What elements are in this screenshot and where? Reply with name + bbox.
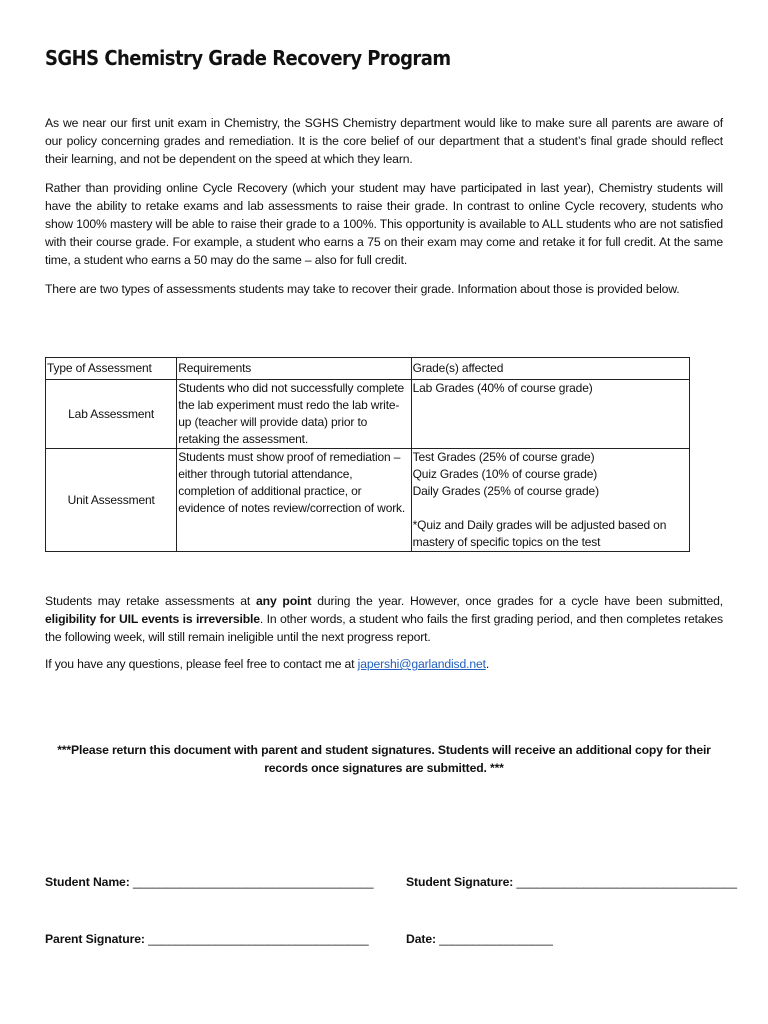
date-label: Date: <box>406 932 436 946</box>
table-cell-requirements: Students who did not successfully complete the lab experiment must redo the lab write-up (teacher will provide data) prior to retaking the assessment. <box>177 380 411 449</box>
table-cell-type: Unit Assessment <box>46 449 177 552</box>
intro-paragraph: As we near our first unit exam in Chemistry, the SGHS Chemistry department would like to make sure all parents are aware of our policy concerning grades and remediation. It is the core belief of our department that a student’s final grade should reflect their learning, and not be dependent on the speed at which they learn. <box>45 116 723 166</box>
table-header-grades: Grade(s) affected <box>411 358 689 380</box>
date-line: _________________ <box>439 932 553 946</box>
contact-paragraph <box>45 655 723 673</box>
parent-signature-line: _________________________________ <box>148 932 369 946</box>
return-notice: ***Please return this document with parent and student signatures. Students will receive an additional copy for their records once signatures are submitted. *** <box>57 743 711 775</box>
table-row <box>46 380 690 449</box>
retake-text-2: during the year. However, once grades for a cycle have been submitted, <box>311 594 723 608</box>
retake-emphasis-uil: eligibility for UIL events is irreversible <box>45 612 260 626</box>
assessment-types-paragraph: There are two types of assessments students may take to recover their grade. Information about those is provided below. <box>45 282 680 296</box>
retake-policy-paragraph: Rather than providing online Cycle Recovery (which your student may have participated in last year), Chemistry students will have the ability to retake exams and lab assessments to raise their grade. In contrast to online Cycle recovery, students who show 100% mastery will be able to raise their grade to a 100%. This opportunity is available to ALL students who are not satisfied with their course grade. For example, a student who earns a 75 on their exam may come and retake it for full credit. At the same time, a student who earns a 50 may do the same – also for full credit. <box>45 181 723 267</box>
student-signature-line: _________________________________ <box>516 875 737 889</box>
grade-note: *Quiz and Daily grades will be adjusted based on mastery of specific topics on the test <box>412 518 667 549</box>
table-header-row <box>46 358 690 380</box>
page-title: SGHS Chemistry Grade Recovery Program <box>45 46 451 70</box>
retake-text-1: Students may retake assessments at <box>45 594 257 608</box>
student-name-label: Student Name: <box>45 875 130 889</box>
table-cell-grades <box>411 449 689 552</box>
student-signature-field[interactable] <box>406 875 737 889</box>
contact-text: If you have any questions, please feel free to contact me at <box>45 657 358 671</box>
retake-emphasis-any-point: any point <box>256 594 312 608</box>
table-cell-type: Lab Assessment <box>46 380 177 449</box>
retake-timing-paragraph <box>45 592 723 646</box>
grade-item: Quiz Grades (10% of course grade) <box>412 467 598 481</box>
grade-item: Daily Grades (25% of course grade) <box>412 484 599 498</box>
parent-signature-field[interactable] <box>45 932 369 946</box>
contact-email-link[interactable]: japershi@garlandisd.net <box>357 657 486 671</box>
assessment-table <box>45 357 690 552</box>
table-cell-grades <box>411 380 689 449</box>
retake-text-3: . In other words, a student who fails the first grading period, and then completes retakes the following week, will still remain ineligible until the next progress report. <box>45 612 723 644</box>
grade-item: Test Grades (25% of course grade) <box>412 450 595 464</box>
grade-item: Lab Grades (40% of course grade) <box>412 381 593 395</box>
table-cell-requirements: Students must show proof of remediation – either through tutorial attendance, completion of additional practice, or evidence of notes review/correction of work. <box>177 449 411 552</box>
contact-end: . <box>485 657 490 671</box>
table-header-requirements: Requirements <box>177 358 411 380</box>
parent-signature-label: Parent Signature: <box>45 932 145 946</box>
date-field[interactable] <box>406 932 553 946</box>
table-row <box>46 449 690 552</box>
student-signature-label: Student Signature: <box>406 875 514 889</box>
table-header-type: Type of Assessment <box>46 358 177 380</box>
student-name-line: ____________________________________ <box>133 875 374 889</box>
student-name-field[interactable] <box>45 875 373 889</box>
